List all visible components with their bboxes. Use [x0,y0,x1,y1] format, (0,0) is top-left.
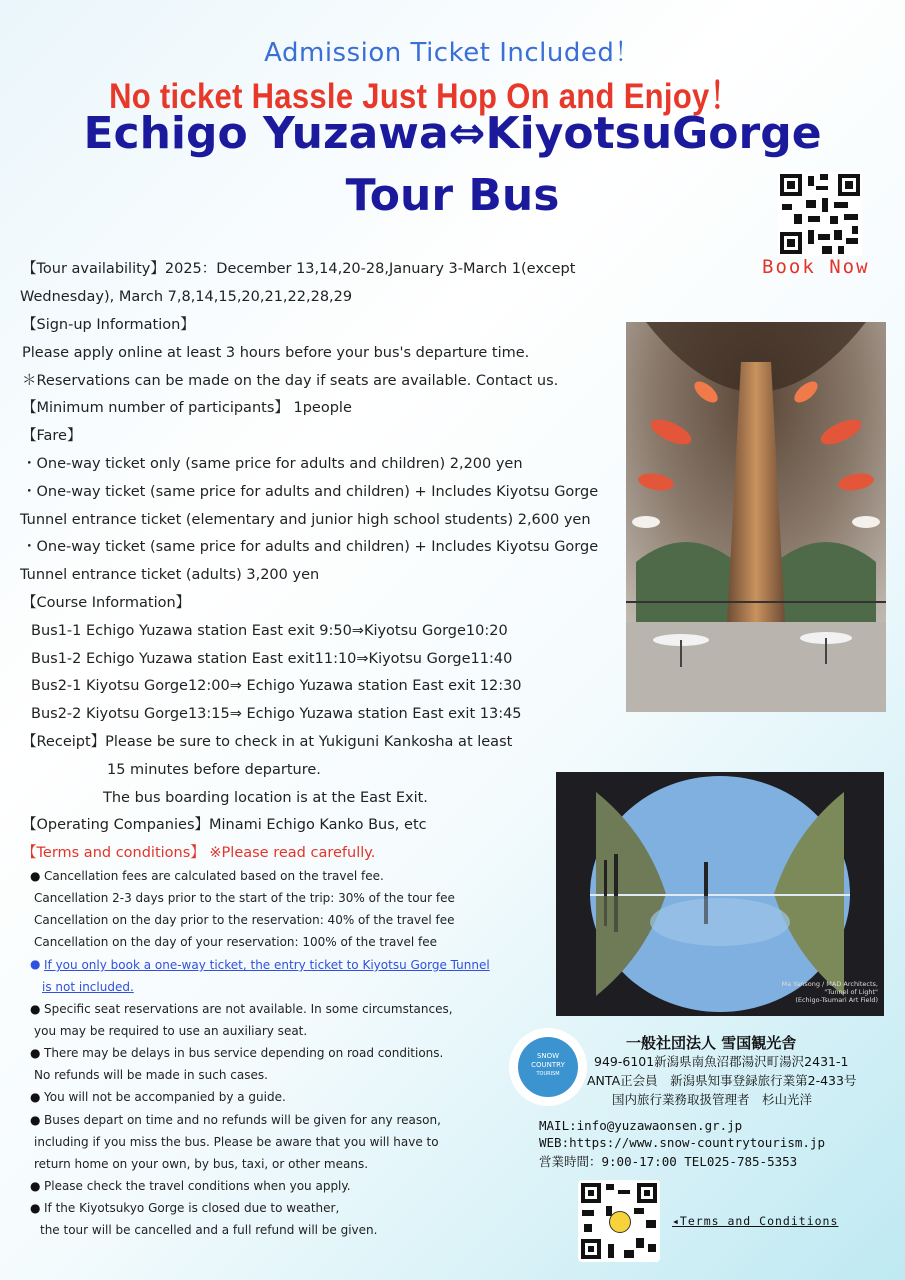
photo-credit-line-1: Ma Yansong / MAD Architects, [781,980,878,988]
book-now-label[interactable]: Book Now [762,256,870,278]
fare-line-3a: ・One-way ticket (same price for adults and children) + Includes Kiyotsu Gorge [22,539,599,555]
course-line-4: Bus2-2 Kiyotsu Gorge13:15⇒ Echigo Yuzawa station East exit 13:45 [31,706,522,722]
terms-heading: 【Terms and conditions】 ※Please read carefully. [22,845,376,861]
oneway-link-line-2[interactable]: is not included. [42,980,134,994]
course-line-3: Bus2-1 Kiyotsu Gorge12:00⇒ Echigo Yuzawa station East exit 12:30 [31,678,522,694]
minimum-participants: 【Minimum number of participants】 1people [22,400,352,416]
snow-country-logo [509,1028,587,1106]
cancel-heading: Cancellation fees are calculated based on the travel fee. [44,869,384,883]
cancel-line-1: Cancellation 2-3 days prior to the start of the trip: 30% of the tour fee [34,891,455,905]
receipt-line-3: The bus boarding location is at the East Exit. [103,790,428,806]
cancel-line-3: Cancellation on the day of your reservation: 100% of the travel fee [34,935,438,949]
logo-line-2: COUNTRY [531,1061,565,1069]
seat-line-1: Specific seat reservations are not available. In some circumstances, [44,1002,453,1016]
bullet-icon: ● [30,1002,41,1016]
company-name: 一般社団法人 雪国観光舎 [626,1034,797,1052]
oneway-link-line-1[interactable]: If you only book a one-way ticket, the entry ticket to Kiyotsu Gorge Tunnel [44,958,490,972]
depart-line-3: return home on your own, by bus, taxi, or other means. [34,1157,369,1171]
photo-credit-line-3: (Echigo-Tsumari Art Field) [795,996,878,1004]
smiley-icon [609,1211,631,1233]
tunnel-photo [626,322,886,712]
company-address: 949-6101新潟県南魚沼郡湯沢町湯沢2431-1 [594,1054,849,1069]
company-mail[interactable]: MAIL:info@yuzawaonsen.gr.jp [539,1118,743,1133]
bullet-icon: ● [30,1179,41,1193]
signup-line-2: ＊Reservations can be made on the day if seats are available. Contact us. [22,373,559,389]
availability-line-1: 【Tour availability】2025：December 13,14,20-28,January 3-March 1(except [22,261,576,277]
bullet-icon: ● [30,1090,41,1104]
course-heading: 【Course Information】 [22,595,191,611]
cancel-line-2: Cancellation on the day prior to the reservation: 40% of the travel fee [34,913,455,927]
bullet-icon: ● [30,869,41,883]
company-hours: 営業時間：9:00-17:00 TEL025-785-5353 [539,1154,798,1169]
photo-credit-line-2: "Tunnel of Light" [824,988,878,996]
delay-line-2: No refunds will be made in such cases. [34,1068,268,1082]
receipt-line-2: 15 minutes before departure. [107,762,321,778]
fare-heading: 【Fare】 [22,428,82,444]
receipt-line-1: 【Receipt】Please be sure to check in at Yukiguni Kankosha at least [22,734,513,750]
signup-heading: 【Sign-up Information】 [22,317,195,333]
admission-heading: Admission Ticket Included！ [264,38,641,68]
terms-and-conditions-link[interactable]: ◂Terms and Conditions [672,1214,839,1228]
company-web[interactable]: WEB:https://www.snow-countrytourism.jp [539,1135,825,1150]
course-line-2: Bus1-2 Echigo Yuzawa station East exit11:10⇒Kiyotsu Gorge11:40 [31,651,513,667]
delay-line-1: There may be delays in bus service depending on road conditions. [44,1046,444,1060]
company-manager: 国内旅行業務取扱管理者 杉山光洋 [612,1092,813,1107]
terms-qr-code[interactable] [578,1180,660,1262]
title-line-1: Echigo Yuzawa⇔KiyotsuGorge [83,108,822,159]
bullet-icon: ● [30,1113,41,1127]
course-line-1: Bus1-1 Echigo Yuzawa station East exit 9:50⇒Kiyotsu Gorge10:20 [31,623,508,639]
company-registration: ANTA正会員 新潟県知事登録旅行業第2-433号 [587,1073,857,1088]
check-line: Please check the travel conditions when you apply. [44,1179,351,1193]
subtitle-heading: No ticket Hassle Just Hop On and Enjoy！ [109,75,741,117]
fare-line-2a: ・One-way ticket (same price for adults and children) + Includes Kiyotsu Gorge [22,484,599,500]
guide-line: You will not be accompanied by a guide. [44,1090,286,1104]
logo-line-1: SNOW [536,1052,560,1060]
title-line-2: Tour Bus [345,170,560,221]
availability-line-2: Wednesday), March 7,8,14,15,20,21,22,28,29 [20,289,353,305]
gorge-photo [556,772,884,1016]
bullet-icon: ● [30,1201,41,1215]
fare-line-2b: Tunnel entrance ticket (elementary and junior high school students) 2,600 yen [20,512,591,528]
logo-line-3: TOURISM [536,1071,560,1077]
bullet-icon: ● [30,1046,41,1060]
booking-qr-code[interactable] [778,172,862,256]
bullet-icon: ● [30,957,41,971]
fare-line-3b: Tunnel entrance ticket (adults) 3,200 yen [20,567,320,583]
closed-line-1: If the Kiyotsukyo Gorge is closed due to weather, [44,1201,340,1215]
depart-line-2: including if you miss the bus. Please be aware that you will have to [34,1135,439,1149]
signup-line-1: Please apply online at least 3 hours before your bus's departure time. [22,345,530,361]
fare-line-1: ・One-way ticket only (same price for adults and children) 2,200 yen [22,456,523,472]
depart-line-1: Buses depart on time and no refunds will be given for any reason, [44,1113,441,1127]
seat-line-2: you may be required to use an auxiliary seat. [34,1024,308,1038]
closed-line-2: the tour will be cancelled and a full refund will be given. [40,1223,378,1237]
operating-companies: 【Operating Companies】Minami Echigo Kanko Bus, etc [22,817,427,833]
